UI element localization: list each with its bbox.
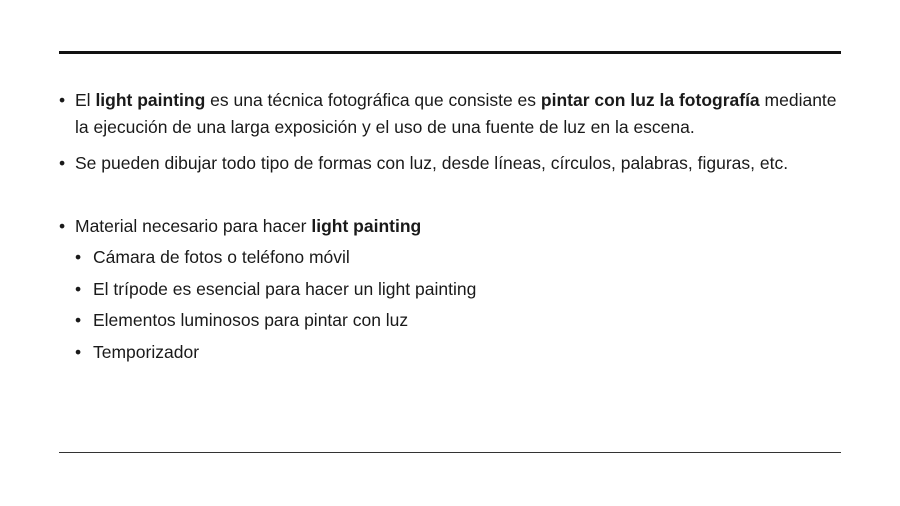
bottom-divider [59,452,841,453]
bullet-text: El [75,90,96,110]
bullet-list [59,87,841,366]
bullet-bold-text: light painting [311,216,422,236]
sub-bullet-item: • El trípode es esencial para hacer un light painting [75,276,841,303]
bullet-bold-text: pintar con luz la fotografía [540,90,760,110]
bullet-item-definition [59,87,841,141]
bullet-text: Se pueden dibujar todo tipo de formas con luz, desde líneas, círculos, palabras, figuras, etc. [75,153,789,173]
sub-bullet-item: • Temporizador [75,339,841,366]
sub-bullet-item: • Cámara de fotos o teléfono móvil [75,244,841,271]
bullet-bold-text: light painting [95,90,206,110]
materials-sublist [75,244,841,366]
sub-bullet-item: • Elementos luminosos para pintar con luz [75,307,841,334]
bullet-item-shapes [59,150,841,177]
top-divider [59,51,841,54]
bullet-text: Material necesario para hacer [75,216,312,236]
bullet-text: es una técnica fotográfica que consiste es [205,90,541,110]
bullet-item-materials [59,213,841,366]
slide-content [59,87,841,370]
bullet-text: mediante la ejecución de una larga exposición y el uso de una fuente de luz en la escena. [75,90,837,137]
